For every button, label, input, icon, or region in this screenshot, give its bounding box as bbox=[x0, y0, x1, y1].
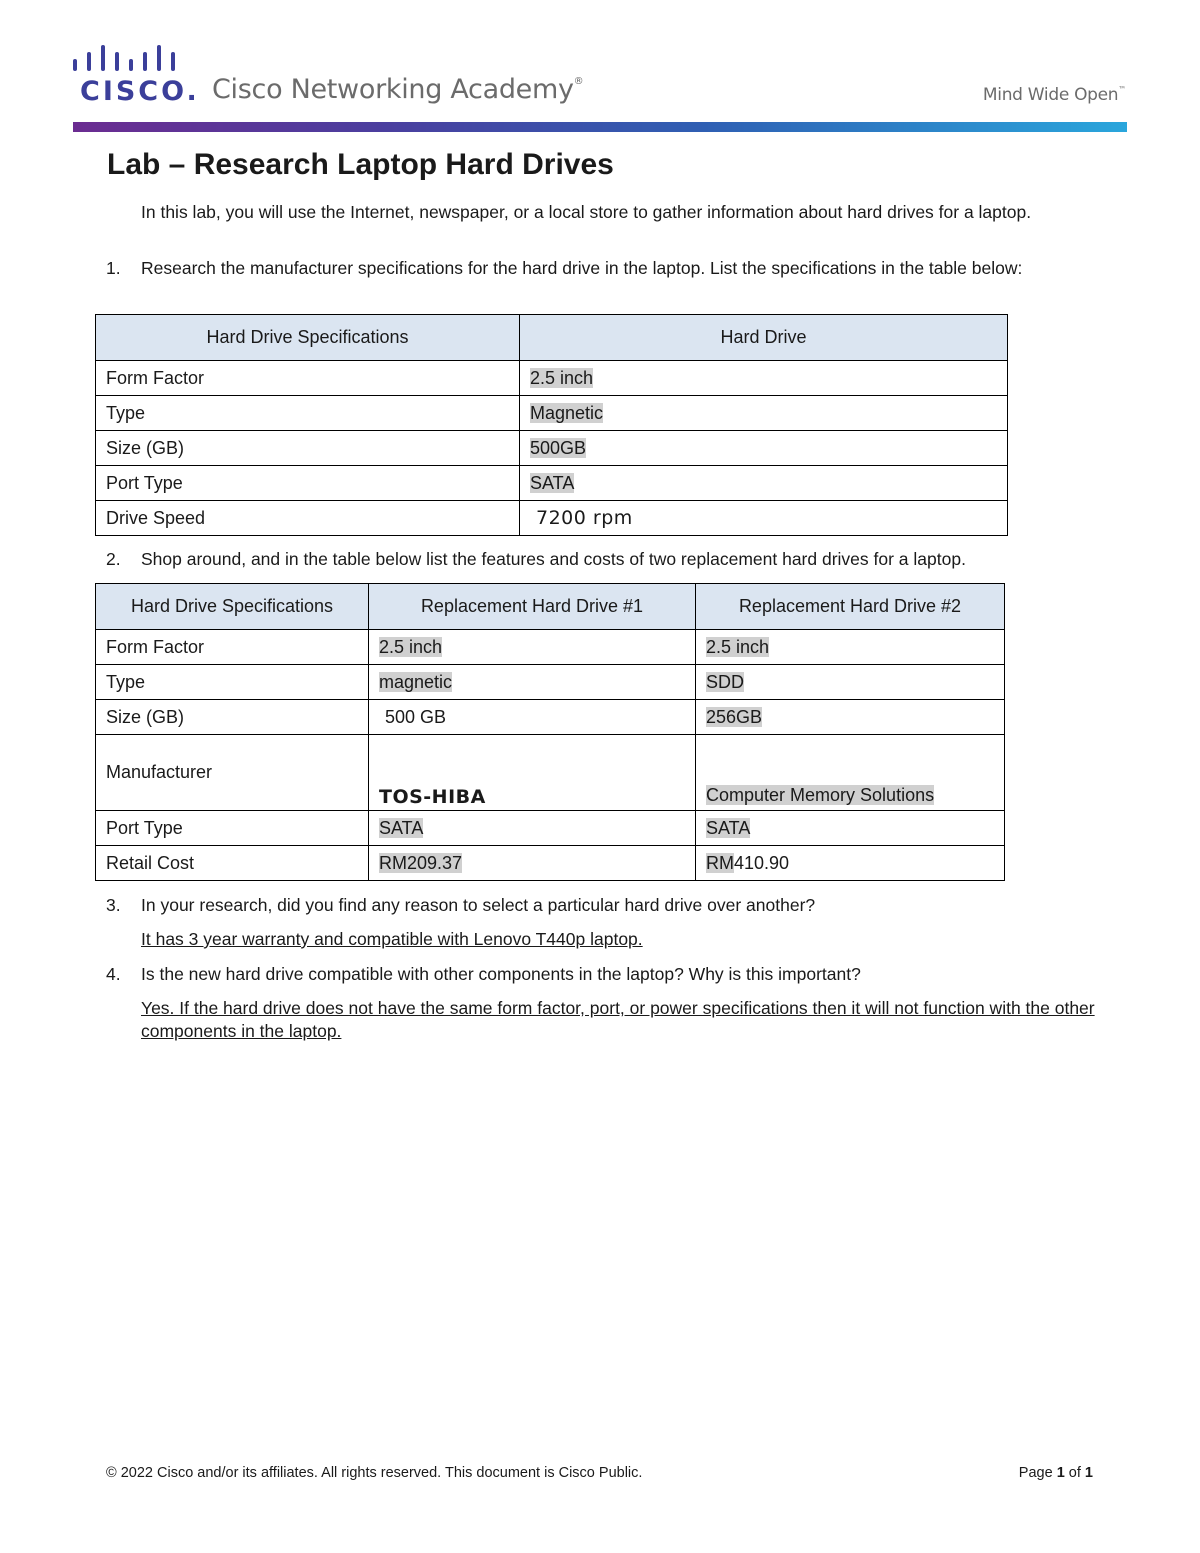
spec-label: Type bbox=[96, 665, 369, 700]
page-number: Page 1 of 1 bbox=[1018, 1465, 1093, 1481]
step-2-number: 2. bbox=[106, 549, 121, 569]
spec-label: Retail Cost bbox=[96, 846, 369, 881]
table-row bbox=[96, 501, 1008, 536]
spec-label: Size (GB) bbox=[96, 700, 369, 735]
table-row bbox=[96, 630, 1005, 665]
spec-value: SATA bbox=[520, 466, 1008, 501]
step-4-text: Is the new hard drive compatible with other components in the laptop? Why is this important? bbox=[141, 964, 861, 984]
spec-label: Manufacturer bbox=[96, 735, 369, 811]
replacement-drive-table bbox=[95, 583, 1005, 881]
drive-2-value: RM410.90 bbox=[696, 846, 1005, 881]
table-header-row bbox=[96, 315, 1008, 361]
spec-label: Port Type bbox=[96, 811, 369, 846]
table-row bbox=[96, 846, 1005, 881]
step-3-text: In your research, did you find any reason to select a particular hard drive over another? bbox=[141, 895, 816, 915]
step-1-text: Research the manufacturer specifications for the hard drive in the laptop. List the specifications in the table below: bbox=[141, 258, 1023, 278]
spec-value: Magnetic bbox=[520, 396, 1008, 431]
drive-1-value: SATA bbox=[369, 811, 696, 846]
spec-label: Form Factor bbox=[96, 361, 520, 396]
drive-1-value: RM209.37 bbox=[369, 846, 696, 881]
table-row bbox=[96, 431, 1008, 466]
spec-label: Form Factor bbox=[96, 630, 369, 665]
hard-drive-spec-table bbox=[95, 314, 1008, 536]
intro-paragraph: In this lab, you will use the Internet, newspaper, or a local store to gather information about hard drives for a laptop. bbox=[141, 202, 1032, 222]
academy-name: Cisco Networking Academy® bbox=[212, 74, 584, 105]
tagline: Mind Wide Open™ bbox=[982, 85, 1126, 105]
drive-1-value: 2.5 inch bbox=[369, 630, 696, 665]
drive-1-value: 500 GB bbox=[369, 700, 696, 735]
spec-value: 7200 rpm bbox=[520, 501, 1008, 536]
table-row bbox=[96, 700, 1005, 735]
column-header: Replacement Hard Drive #1 bbox=[369, 584, 696, 630]
table-row bbox=[96, 811, 1005, 846]
drive-1-value: magnetic bbox=[369, 665, 696, 700]
table-row bbox=[96, 396, 1008, 431]
drive-1-value: TOS-HIBA bbox=[369, 735, 696, 811]
column-header: Replacement Hard Drive #2 bbox=[696, 584, 1005, 630]
drive-2-value: 256GB bbox=[696, 700, 1005, 735]
column-header: Hard Drive Specifications bbox=[96, 584, 369, 630]
drive-2-value: SATA bbox=[696, 811, 1005, 846]
drive-2-value: Computer Memory Solutions bbox=[696, 735, 1005, 811]
column-header: Hard Drive bbox=[520, 315, 1008, 361]
step-3-number: 3. bbox=[106, 895, 121, 915]
table-row bbox=[96, 665, 1005, 700]
table-row bbox=[96, 466, 1008, 501]
header-gradient-bar bbox=[73, 122, 1127, 132]
step-1-number: 1. bbox=[106, 258, 121, 278]
step-4-answer: Yes. If the hard drive does not have the same form factor, port, or power specifications then it will not function with the other components in the laptop. bbox=[141, 998, 1095, 1041]
cisco-logo-bars-icon bbox=[72, 44, 182, 76]
table-row bbox=[96, 361, 1008, 396]
drive-2-value: SDD bbox=[696, 665, 1005, 700]
table-header-row bbox=[96, 584, 1005, 630]
copyright-footer: © 2022 Cisco and/or its affiliates. All rights reserved. This document is Cisco Public. bbox=[106, 1465, 643, 1481]
spec-label: Port Type bbox=[96, 466, 520, 501]
spec-label: Type bbox=[96, 396, 520, 431]
spec-label: Drive Speed bbox=[96, 501, 520, 536]
spec-value: 2.5 inch bbox=[520, 361, 1008, 396]
step-2-text: Shop around, and in the table below list the features and costs of two replacement hard drives for a laptop. bbox=[141, 549, 966, 569]
spec-label: Size (GB) bbox=[96, 431, 520, 466]
column-header: Hard Drive Specifications bbox=[96, 315, 520, 361]
drive-2-value: 2.5 inch bbox=[696, 630, 1005, 665]
cisco-logo-text: CISCO. bbox=[80, 76, 200, 107]
table-row bbox=[96, 735, 1005, 811]
step-3-answer: It has 3 year warranty and compatible with Lenovo T440p laptop. bbox=[141, 929, 643, 949]
step-4-number: 4. bbox=[106, 964, 121, 984]
spec-value: 500GB bbox=[520, 431, 1008, 466]
page-title: Lab – Research Laptop Hard Drives bbox=[107, 148, 614, 181]
